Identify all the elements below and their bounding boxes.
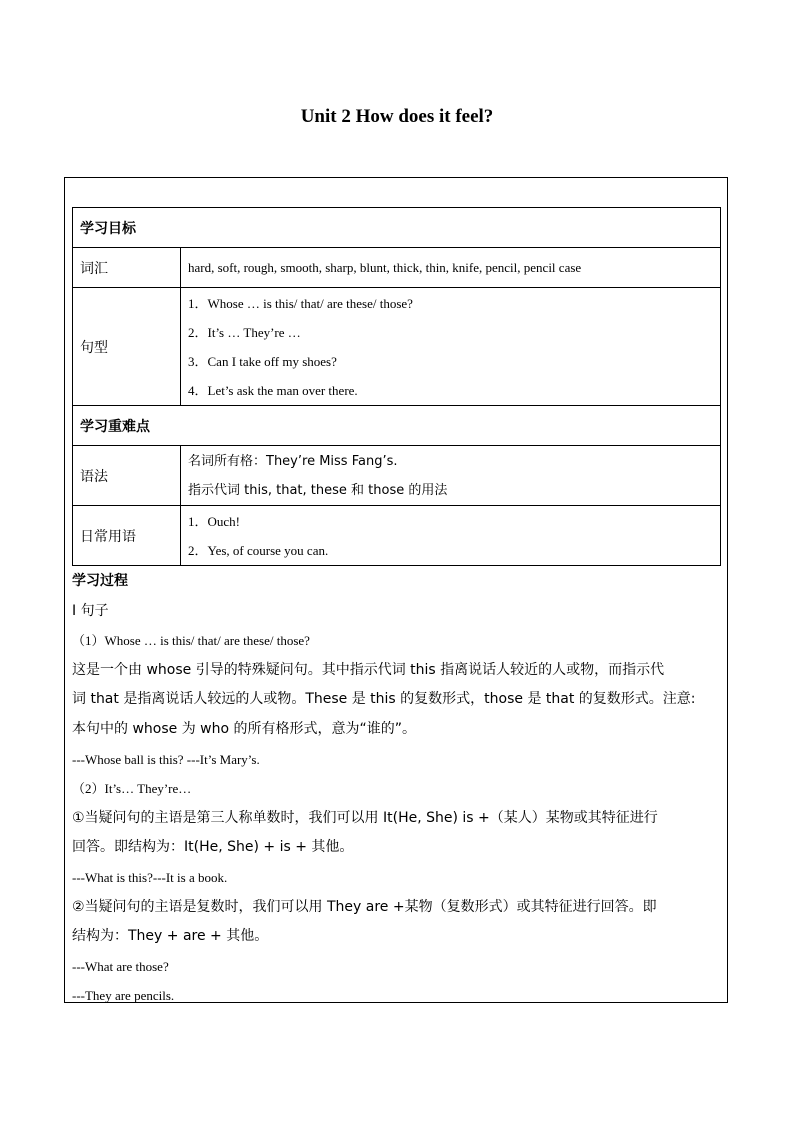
process-line: I 句子 (72, 602, 109, 619)
grammar-list (181, 446, 721, 506)
process-line: 本句中的 whose 为 who 的所有格形式，意为“谁的”。 (72, 720, 416, 737)
process-line: ②当疑问句的主语是复数时，我们可以用 They are +某物（复数形式）或其特征进行回答。即 (72, 898, 657, 915)
process-line: （2）It’s… They’re… (72, 781, 192, 797)
daily-item: 1．Ouch! (188, 513, 240, 529)
grammar-item: 名词所有格：They’re Miss Fang’s. (188, 453, 398, 469)
process-line: 结构为：They + are + 其他。 (72, 928, 269, 945)
process-line: ---They are pencils. (72, 988, 175, 1004)
process-line: ---What is this?---It is a book. (72, 869, 228, 885)
process-header: 学习过程 (72, 573, 128, 589)
vocab-label: 词汇 (73, 248, 181, 288)
sentence-label: 句型 (73, 288, 181, 406)
process-line: ①当疑问句的主语是第三人称单数时，我们可以用 It(He, She) is +（某人）某物或其特征进行 (72, 809, 658, 826)
learning-process (72, 567, 722, 1011)
key-points-header: 学习重难点 (73, 406, 721, 446)
process-line: 这是一个由 whose 引导的特殊疑问句。其中指示代词 this 指离说话人较近的人或物，而指示代 (72, 661, 665, 678)
daily-item: 2．Yes, of course you can. (188, 542, 329, 558)
sentence-list (181, 288, 721, 406)
page-title: Unit 2 How does it feel? (300, 106, 494, 127)
process-line: ---Whose ball is this? ---It’s Mary’s. (72, 751, 260, 767)
grammar-label: 语法 (73, 446, 181, 506)
daily-list (181, 506, 721, 566)
goals-header: 学习目标 (73, 208, 721, 248)
process-line: 词 that 是指离说话人较远的人或物。These 是 this 的复数形式，those 是 that 的复数形式。注意: (72, 691, 696, 708)
sentence-item: 3．Can I take off my shoes? (188, 353, 337, 369)
process-line: 回答。即结构为：It(He, She) + is + 其他。 (72, 839, 354, 856)
process-line: （1）Whose … is this/ that/ are these/ those? (72, 633, 310, 649)
vocab-value: hard, soft, rough, smooth, sharp, blunt, thick, thin, knife, pencil, pencil case (181, 248, 721, 288)
grammar-item: 指示代词 this, that, these 和 those 的用法 (188, 482, 448, 498)
objectives-table (72, 207, 721, 566)
sentence-item: 2．It’s … They’re … (188, 324, 301, 340)
daily-label: 日常用语 (73, 506, 181, 566)
sentence-item: 4．Let’s ask the man over there. (188, 382, 358, 398)
process-line: ---What are those? (72, 958, 169, 974)
sentence-item: 1．Whose … is this/ that/ are these/ those? (188, 295, 413, 311)
